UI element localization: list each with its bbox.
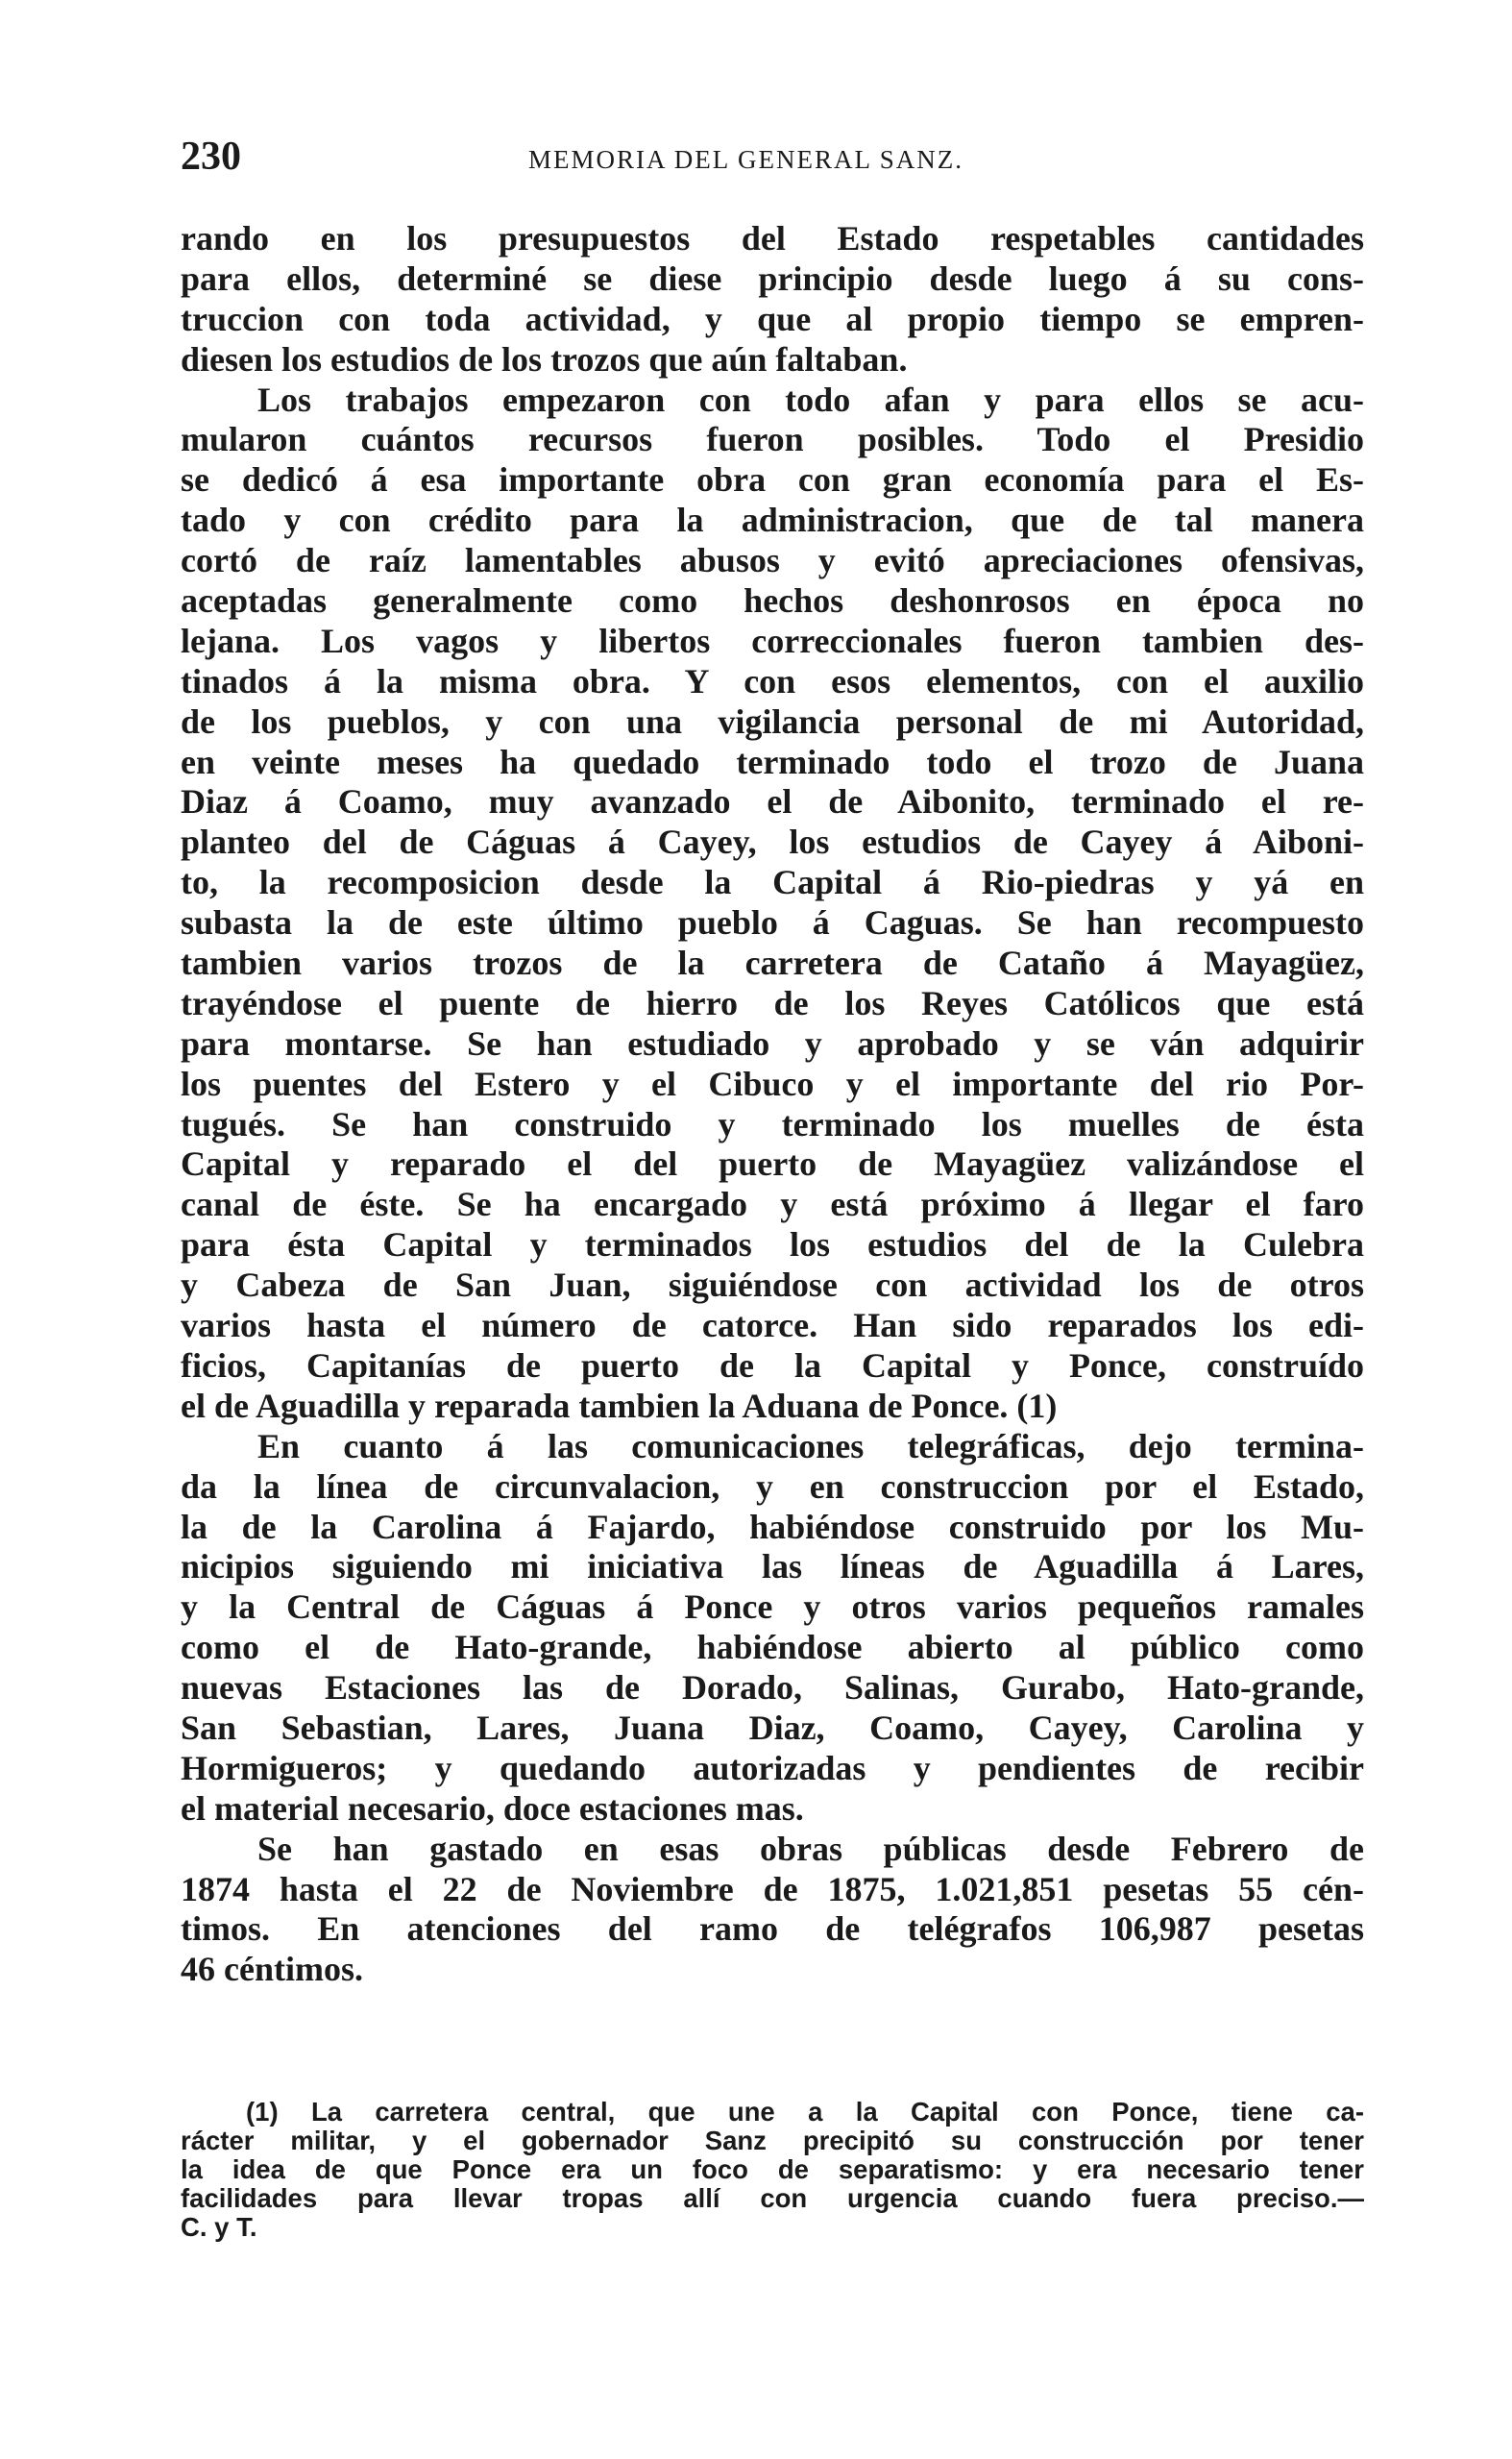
text-line: Hormigueros; y quedando autorizadas y pendientes de recibir [181, 1748, 1364, 1787]
running-head: MEMORIA DEL GENERAL SANZ. [528, 145, 963, 174]
text-line: la de la Carolina á Fajardo, habiéndose construido por los Mu- [181, 1507, 1364, 1546]
text-line: aceptadas generalmente como hechos deshonrosos en época no [181, 581, 1364, 621]
text-line: ficios, Capitanías de puerto de la Capital y Ponce, construído [181, 1345, 1364, 1385]
text-line: trayéndose el puente de hierro de los Reyes Católicos que está [181, 983, 1364, 1022]
text-line: como el de Hato-grande, habiéndose abierto al público como [181, 1628, 1364, 1667]
page-number: 230 [181, 135, 241, 179]
footnote [181, 2098, 1364, 2242]
text-line: planteo del de Cáguas á Cayey, los estudios de Cayey á Aiboni- [181, 823, 1364, 862]
text-line: y la Central de Cáguas á Ponce y otros varios pequeños ramales [181, 1587, 1364, 1627]
text-line: nuevas Estaciones las de Dorado, Salinas, Gurabo, Hato-grande, [181, 1668, 1364, 1708]
text-line: y Cabeza de San Juan, siguiéndose con actividad los de otros [181, 1266, 1364, 1305]
text-line: En cuanto á las comunicaciones telegráficas, dejo termina- [257, 1426, 1364, 1465]
footnote-line: rácter militar, y el gobernador Sanz precipitó su construcción por tener [181, 2126, 1364, 2155]
text-line: el material necesario, doce estaciones mas. [181, 1788, 804, 1828]
text-line: canal de éste. Se ha encargado y está próximo á llegar el faro [181, 1185, 1364, 1224]
text-line: para ésta Capital y terminados los estudios del de la Culebra [181, 1225, 1364, 1265]
footnote-line: C. y T. [181, 2212, 257, 2242]
text-line: cortó de raíz lamentables abusos y evitó apreciaciones ofensivas, [181, 541, 1364, 580]
text-line: tambien varios trozos de la carretera de Cataño á Mayagüez, [181, 944, 1364, 983]
body-text [181, 219, 1364, 1990]
text-line: los puentes del Estero y el Cibuco y el importante del rio Por- [181, 1064, 1364, 1103]
text-line: el de Aguadilla y reparada tambien la Aduana de Ponce. (1) [181, 1386, 1058, 1425]
text-line: tugués. Se han construido y terminado los muelles de ésta [181, 1104, 1364, 1143]
footnote-line: facilidades para llevar tropas allí con urgencia cuando fuera preciso.— [181, 2183, 1364, 2213]
text-line: diesen los estudios de los trozos que aún faltaban. [181, 339, 908, 379]
text-line: tinados á la misma obra. Y con esos elementos, con el auxilio [181, 661, 1364, 701]
text-line: lejana. Los vagos y libertos correccionales fueron tambien des- [181, 621, 1364, 660]
text-line: San Sebastian, Lares, Juana Diaz, Coamo, Cayey, Carolina y [181, 1708, 1364, 1747]
text-line: subasta la de este último pueblo á Caguas. Se han recompuesto [181, 903, 1364, 943]
text-line: de los pueblos, y con una vigilancia personal de mi Autoridad, [181, 701, 1364, 741]
text-line: para montarse. Se han estudiado y aprobado y se ván adquirir [181, 1023, 1364, 1063]
page-header [181, 133, 1362, 190]
text-line: rando en los presupuestos del Estado respetables cantidades [181, 219, 1364, 258]
footnote-line: (1) La carretera central, que une a la Capital con Ponce, tiene ca- [246, 2097, 1364, 2127]
text-line: 46 céntimos. [181, 1950, 363, 1989]
text-line: se dedicó á esa importante obra con gran economía para el Es- [181, 460, 1364, 500]
text-line: da la línea de circunvalacion, y en construccion por el Estado, [181, 1466, 1364, 1506]
text-line: mularon cuántos recursos fueron posibles. Todo el Presidio [181, 420, 1364, 459]
text-line: en veinte meses ha quedado terminado todo el trozo de Juana [181, 742, 1364, 781]
text-line: tado y con crédito para la administracion, que de tal manera [181, 501, 1364, 540]
text-line: Capital y reparado el del puerto de Mayagüez valizándose el [181, 1144, 1364, 1184]
text-line: truccion con toda actividad, y que al propio tiempo se empren- [181, 299, 1364, 338]
text-line: 1874 hasta el 22 de Noviembre de 1875, 1.021,851 pesetas 55 cén- [181, 1869, 1364, 1908]
text-line: Diaz á Coamo, muy avanzado el de Aibonito, terminado el re- [181, 782, 1364, 822]
footnote-line: la idea de que Ponce era un foco de separatismo: y era necesario tener [181, 2154, 1364, 2184]
text-line: to, la recomposicion desde la Capital á Rio-piedras y yá en [181, 863, 1364, 902]
text-line: timos. En atenciones del ramo de telégrafos 106,987 pesetas [181, 1909, 1364, 1949]
text-line: Los trabajos empezaron con todo afan y para ellos se acu- [257, 380, 1364, 419]
text-line: varios hasta el número de catorce. Han sido reparados los edi- [181, 1306, 1364, 1345]
text-line: Se han gastado en esas obras públicas desde Febrero de [257, 1829, 1364, 1868]
text-line: nicipios siguiendo mi iniciativa las líneas de Aguadilla á Lares, [181, 1547, 1364, 1586]
text-line: para ellos, determiné se diese principio desde luego á su cons- [181, 258, 1364, 298]
